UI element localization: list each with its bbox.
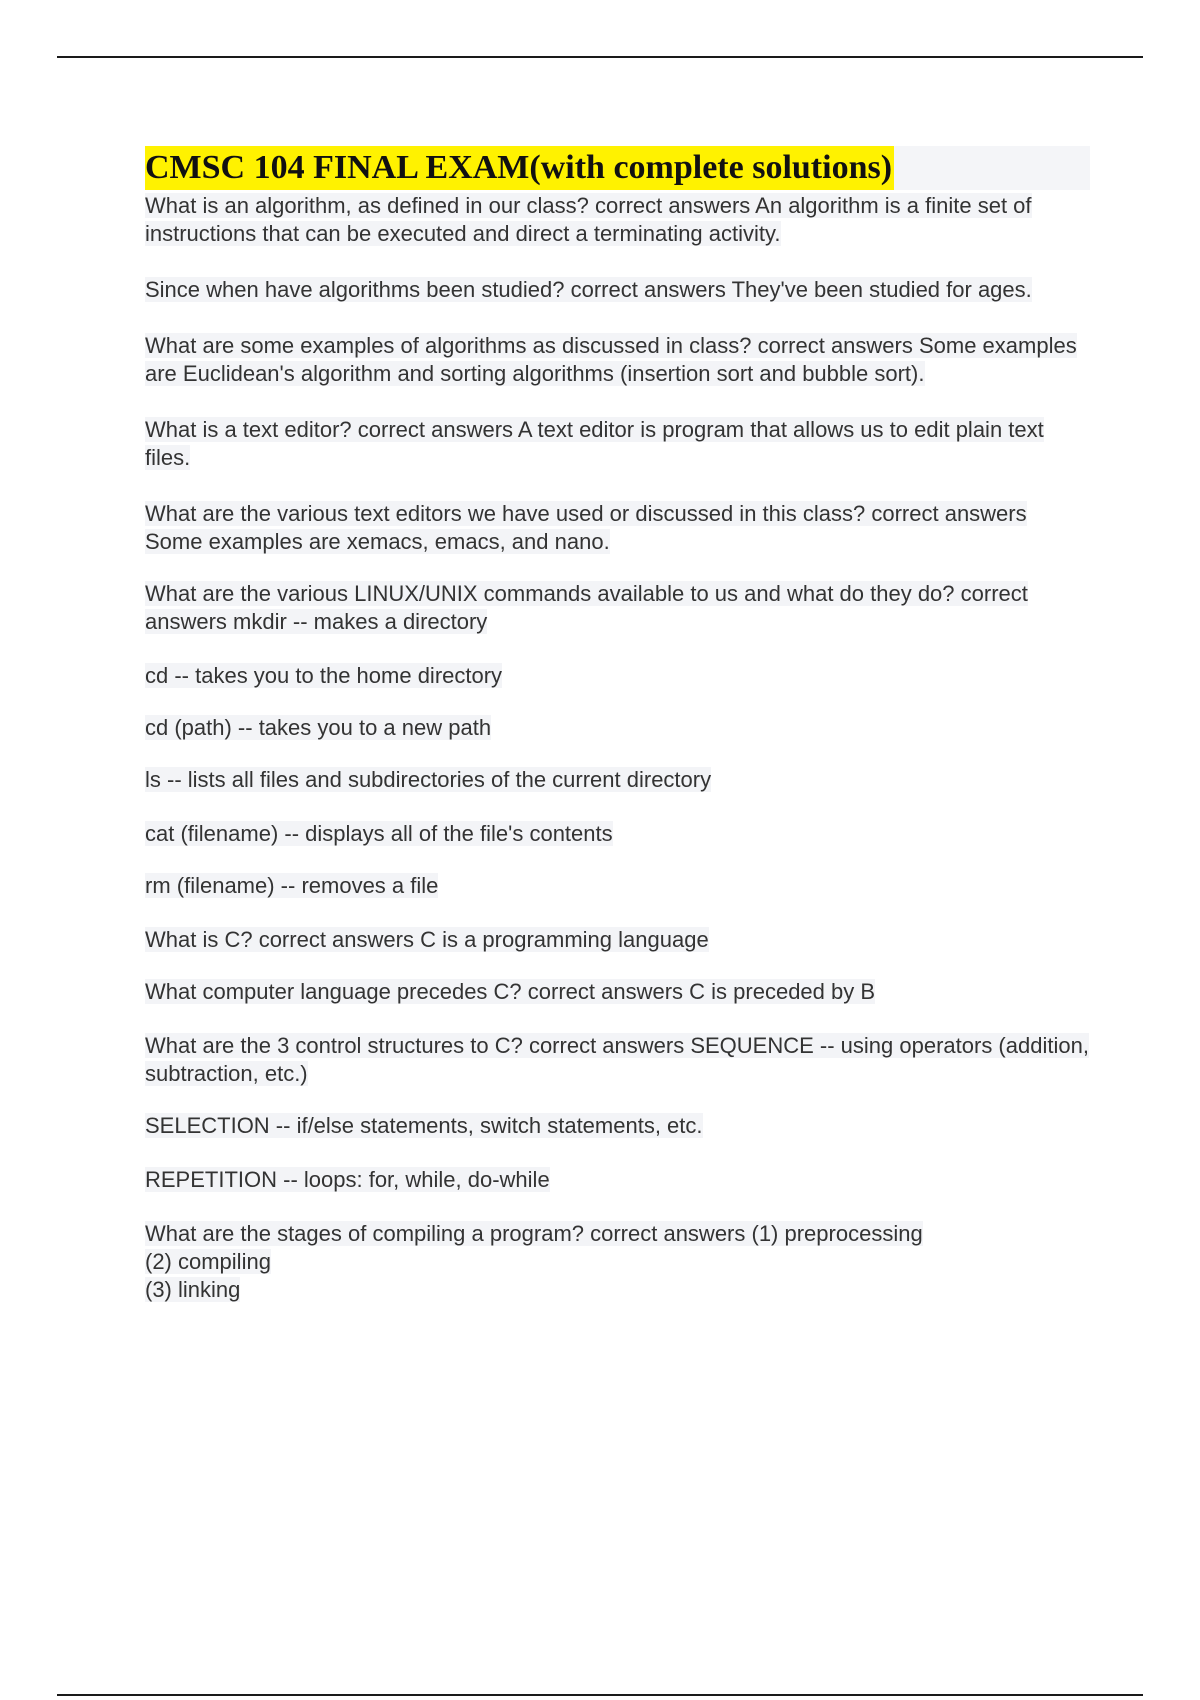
qa-text: What is a text editor? correct answers A text editor is program that allows us to edit plain text files.: [145, 417, 1044, 470]
document-title: CMSC 104 FINAL EXAM(with complete solutions): [145, 146, 894, 190]
qa-text: What are the 3 control structures to C? correct answers SEQUENCE -- using operators (addition, subtraction, etc.): [145, 1033, 1089, 1086]
qa-text: cat (filename) -- displays all of the file's contents: [145, 821, 613, 846]
control-structure-selection: [145, 1112, 1090, 1140]
qa-item-c-predecessor: [145, 978, 1090, 1006]
compile-stage-3: (3) linking: [145, 1277, 241, 1302]
qa-text: SELECTION -- if/else statements, switch statements, etc.: [145, 1113, 703, 1138]
qa-text: What computer language precedes C? correct answers C is preceded by B: [145, 979, 876, 1004]
qa-text: ls -- lists all files and subdirectories of the current directory: [145, 767, 712, 792]
command-cat: [145, 820, 1090, 848]
qa-text: What are the various text editors we have used or discussed in this class? correct answers Some examples are xemacs, emacs, and nano.: [145, 501, 1027, 554]
command-ls: [145, 766, 1090, 794]
page-top-rule: [57, 56, 1143, 58]
qa-text: rm (filename) -- removes a file: [145, 873, 439, 898]
command-cd-home: [145, 662, 1090, 690]
qa-item-algorithm-definition: [145, 192, 1090, 248]
qa-item-text-editor-examples: [145, 500, 1090, 556]
command-cd-path: [145, 714, 1090, 742]
qa-text: What are the various LINUX/UNIX commands available to us and what do they do? correct answers mkdir -- makes a directory: [145, 581, 1028, 634]
document-body: [145, 146, 1090, 1304]
qa-text: Since when have algorithms been studied? correct answers They've been studied for ages.: [145, 277, 1032, 302]
qa-text: What is C? correct answers C is a programming language: [145, 927, 709, 952]
command-rm: [145, 872, 1090, 900]
qa-item-algorithm-examples: [145, 332, 1090, 388]
qa-text: What are some examples of algorithms as discussed in class? correct answers Some examples are Euclidean's algorithm and sorting algorithms (insertion sort and bubble sort).: [145, 333, 1077, 386]
qa-text: REPETITION -- loops: for, while, do-while: [145, 1167, 550, 1192]
control-structure-repetition: [145, 1166, 1090, 1194]
qa-text: cd (path) -- takes you to a new path: [145, 715, 492, 740]
qa-item-what-is-c: [145, 926, 1090, 954]
qa-text: cd -- takes you to the home directory: [145, 663, 503, 688]
qa-item-unix-commands: [145, 580, 1090, 636]
compile-stage-2: (2) compiling: [145, 1249, 271, 1274]
qa-text: What is an algorithm, as defined in our class? correct answers An algorithm is a finite set of instructions that can be executed and direct a terminating activity.: [145, 193, 1032, 246]
qa-item-text-editor: [145, 416, 1090, 472]
title-band: [145, 146, 1090, 190]
qa-item-algorithm-history: [145, 276, 1090, 304]
qa-item-compile-stages: [145, 1220, 1090, 1304]
qa-text: What are the stages of compiling a program? correct answers (1) preprocessing: [145, 1221, 923, 1246]
page-bottom-rule: [57, 1694, 1143, 1696]
qa-item-control-structures: [145, 1032, 1090, 1088]
